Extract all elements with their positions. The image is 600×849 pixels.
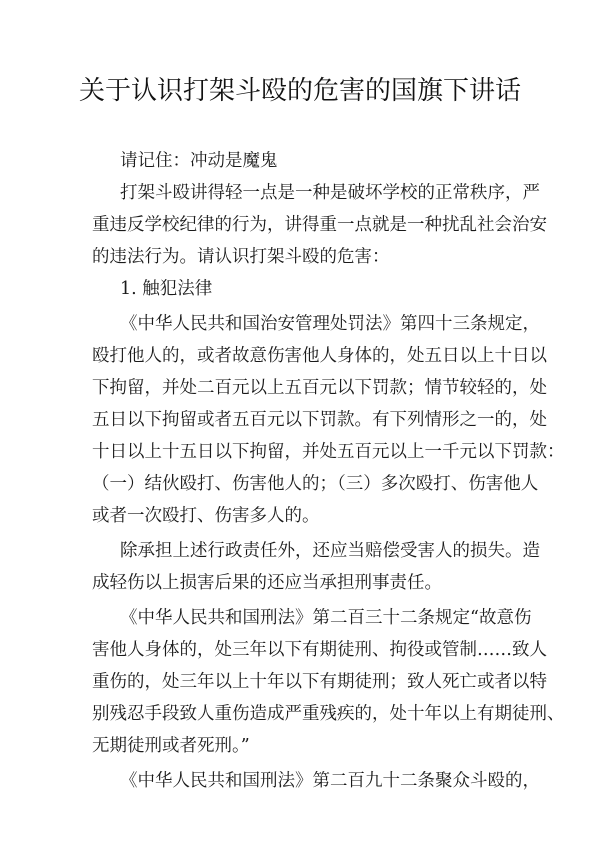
- text-line: 的违法行为。请认识打架斗殴的危害：: [92, 247, 390, 267]
- text-line: 除承担上述行政责任外，还应当赔偿受害人的损失。造: [120, 541, 540, 561]
- text-line: 重伤的，处三年以上十年以下有期徒刑；致人死亡或者以特: [92, 672, 547, 692]
- text-line: 别残忍手段致人重伤造成严重残疾的，处十年以上有期徒刑、: [92, 704, 565, 724]
- text-line: 害他人身体的，处三年以下有期徒刑、拘役或管制……致人: [92, 640, 547, 660]
- text-line: 重违反学校纪律的行为，讲得重一点就是一种扰乱社会治安: [92, 215, 547, 235]
- text-line: 成轻伤以上损害后果的还应当承担刑事责任。: [92, 573, 442, 593]
- text-line: 下拘留，并处二百元以上五百元以下罚款；情节较轻的，处: [92, 378, 547, 398]
- text-line: 无期徒刑或者死刑。”: [92, 736, 250, 756]
- text-line: 请记住：冲动是魔鬼: [120, 151, 278, 171]
- text-line: 《中华人民共和国治安管理处罚法》第四十三条规定，: [120, 314, 540, 334]
- document-title: 关于认识打架斗殴的危害的国旗下讲话: [78, 76, 521, 106]
- text-line: 打架斗殴讲得轻一点是一种是破坏学校的正常秩序，严: [120, 183, 540, 203]
- text-line: （一）结伙殴打、伤害他人的；（三）多次殴打、伤害他人: [92, 474, 539, 494]
- text-line: 《中华人民共和国刑法》第二百三十二条规定“故意伤: [120, 608, 532, 628]
- text-line: 1. 触犯法律: [120, 279, 213, 299]
- text-line: 或者一次殴打、伤害多人的。: [92, 506, 320, 526]
- text-line: 十日以上十五日以下拘留，并处五百元以上一千元以下罚款：: [92, 442, 565, 462]
- text-line: 《中华人民共和国刑法》第二百九十二条聚众斗殴的，: [120, 771, 540, 791]
- text-line: 殴打他人的，或者故意伤害他人身体的，处五日以上十日以: [92, 346, 547, 366]
- text-line: 五日以下拘留或者五百元以下罚款。有下列情形之一的，处: [92, 410, 547, 430]
